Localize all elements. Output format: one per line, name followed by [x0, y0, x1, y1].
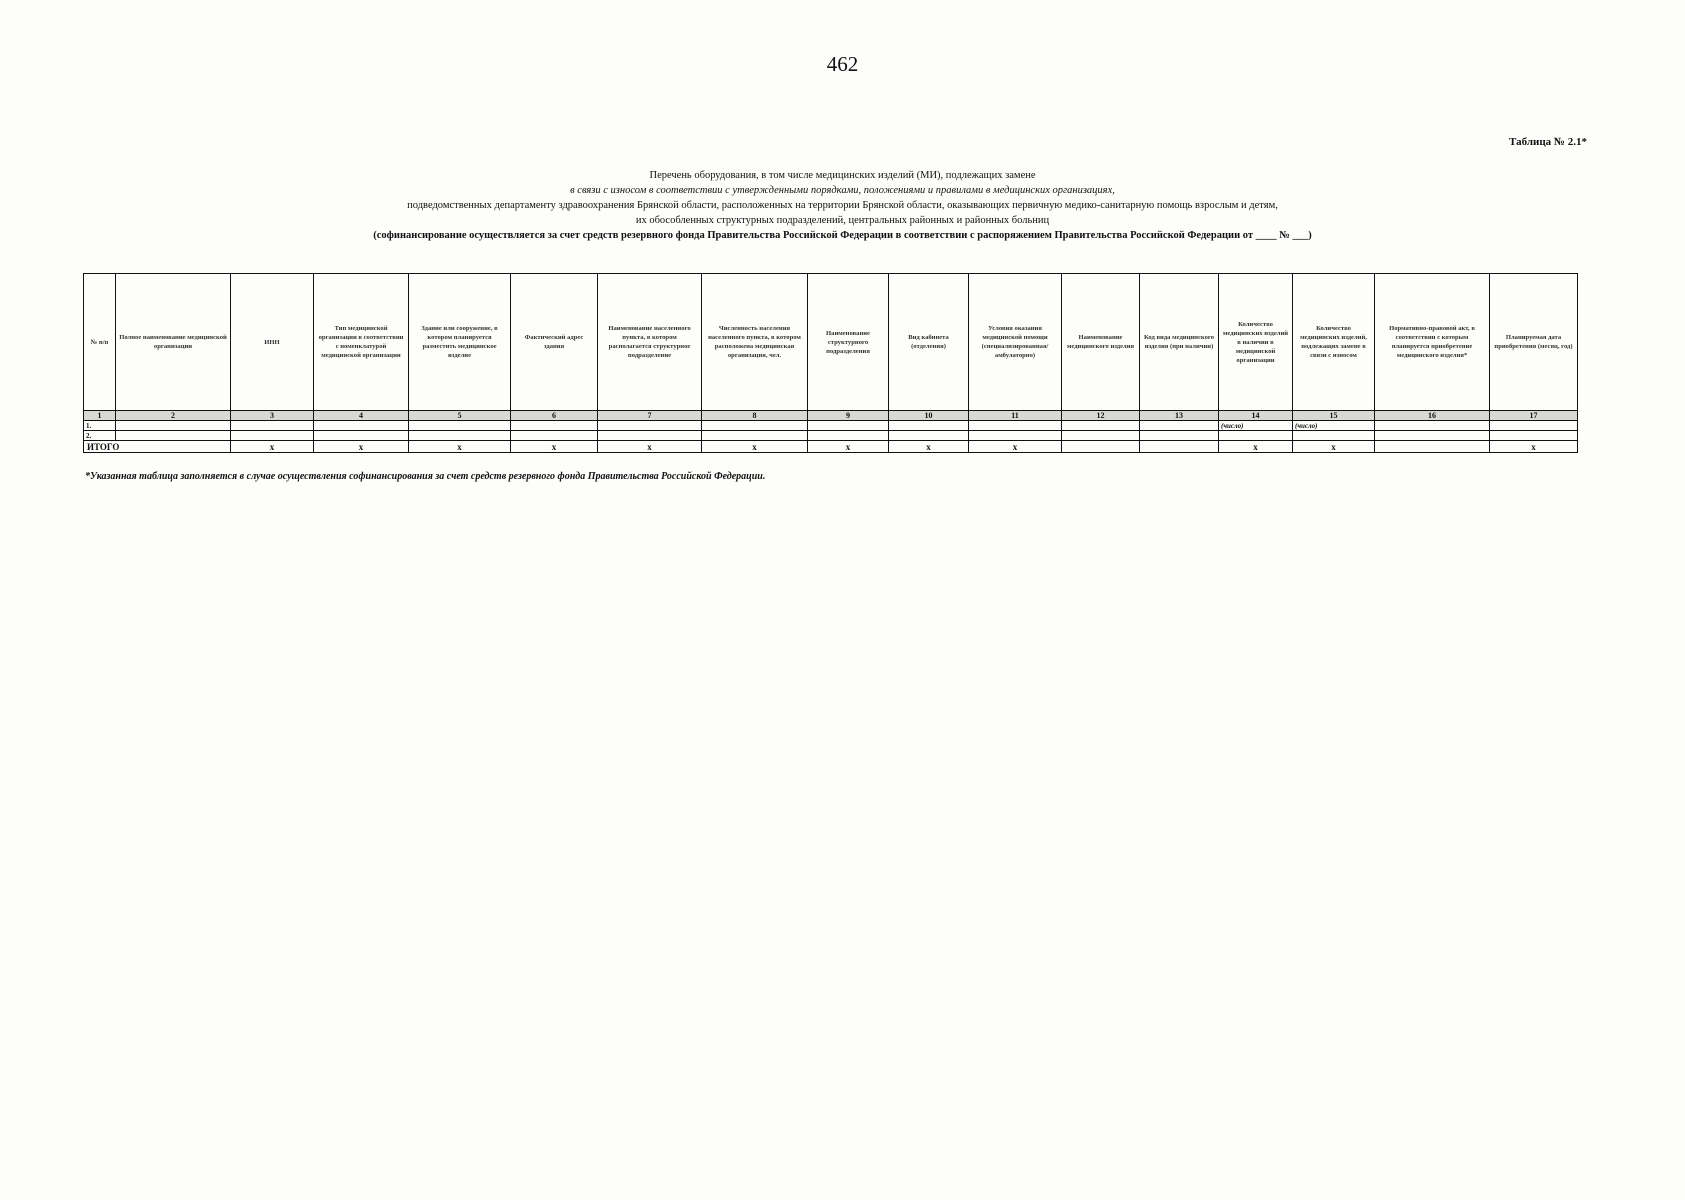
column-number: 2 — [116, 411, 231, 421]
table-cell — [1375, 431, 1490, 441]
page-number: 462 — [826, 52, 859, 76]
header-cell: Фактический адрес здания — [511, 274, 598, 411]
total-cell: x — [409, 441, 511, 453]
total-cell: x — [808, 441, 889, 453]
table-cell — [702, 431, 808, 441]
total-cell: x — [598, 441, 702, 453]
column-number: 5 — [409, 411, 511, 421]
header-cell: Наименование структурного подразделения — [808, 274, 889, 411]
table-row — [84, 431, 1578, 441]
table-cell — [702, 421, 808, 431]
total-cell: x — [231, 441, 314, 453]
table-cell — [409, 431, 511, 441]
total-label: ИТОГО — [84, 441, 231, 453]
column-number: 12 — [1062, 411, 1140, 421]
quantity-hint: (число) — [1219, 421, 1293, 431]
column-number: 4 — [314, 411, 409, 421]
total-cell — [1375, 441, 1490, 453]
header-cell: Планируемая дата приобретения (месяц, год) — [1490, 274, 1578, 411]
total-cell: x — [1490, 441, 1578, 453]
table-cell — [511, 421, 598, 431]
header-cell: Количество медицинских изделий в наличии в медицинской организации — [1219, 274, 1293, 411]
column-number: 7 — [598, 411, 702, 421]
table-cell — [808, 431, 889, 441]
title-line-4: их обособленных структурных подразделений, центральных районных и районных больниц — [635, 215, 1050, 226]
table-cell — [969, 421, 1062, 431]
column-number-row — [84, 411, 1578, 421]
title-line-5: (софинансирование осуществляется за счет средств резервного фонда Правительства Российской Федерации в соответствии с распоряжением Правительства Российской Федерации от ____ № ___) — [373, 230, 1312, 241]
table-cell — [808, 421, 889, 431]
header-cell: Наименование медицинского изделия — [1062, 274, 1140, 411]
title-line-3: подведомственных департаменту здравоохранения Брянской области, расположенных на территории Брянской области, оказывающих первичную медико-санитарную помощь взрослым и детям, — [407, 200, 1278, 211]
document-title — [0, 168, 1685, 243]
header-cell: Условия оказания медицинской помощи (специализированная/амбулаторно) — [969, 274, 1062, 411]
table-cell — [1140, 421, 1219, 431]
table-cell — [1293, 431, 1375, 441]
equipment-table — [83, 273, 1578, 453]
table-cell — [598, 431, 702, 441]
table-cell — [1062, 421, 1140, 431]
table-cell — [1062, 431, 1140, 441]
column-number: 16 — [1375, 411, 1490, 421]
table-cell — [1140, 431, 1219, 441]
column-number: 9 — [808, 411, 889, 421]
total-cell: x — [1219, 441, 1293, 453]
column-number: 3 — [231, 411, 314, 421]
column-number: 15 — [1293, 411, 1375, 421]
total-cell: x — [969, 441, 1062, 453]
table-cell — [116, 421, 231, 431]
header-cell: Код вида медицинского изделия (при наличии) — [1140, 274, 1219, 411]
header-cell: Наименование населенного пункта, в котором располагается структурное подразделение — [598, 274, 702, 411]
header-row — [84, 274, 1578, 411]
table-cell — [889, 421, 969, 431]
total-cell: x — [1293, 441, 1375, 453]
row-number: 2. — [84, 431, 116, 441]
header-cell: Нормативно-правовой акт, в соответствии с которым планируется приобретение медицинского изделия* — [1375, 274, 1490, 411]
footnote: *Указанная таблица заполняется в случае осуществления софинансирования за счет средств резервного фонда Правительства Российской Федерации. — [85, 471, 766, 482]
total-cell — [1062, 441, 1140, 453]
table-cell — [1219, 431, 1293, 441]
total-cell: x — [314, 441, 409, 453]
header-cell: Здание или сооружение, в котором планируется разместить медицинское изделие — [409, 274, 511, 411]
column-number: 11 — [969, 411, 1062, 421]
table-cell — [314, 421, 409, 431]
table-cell — [598, 421, 702, 431]
row-number: 1. — [84, 421, 116, 431]
table-cell — [314, 431, 409, 441]
column-number: 17 — [1490, 411, 1578, 421]
header-cell: Тип медицинской организации в соответствии с номенклатурой медицинской организации — [314, 274, 409, 411]
table-cell — [231, 431, 314, 441]
table-cell — [231, 421, 314, 431]
table-cell — [116, 431, 231, 441]
title-line-1: Перечень оборудования, в том числе медицинских изделий (МИ), подлежащих замене — [649, 170, 1036, 181]
total-row — [84, 441, 1578, 453]
table-cell — [511, 431, 598, 441]
table-cell — [889, 431, 969, 441]
total-cell — [1140, 441, 1219, 453]
table-cell — [409, 421, 511, 431]
header-cell: Полное наименование медицинской организации — [116, 274, 231, 411]
header-cell: Количество медицинских изделий, подлежащих замене в связи с износом — [1293, 274, 1375, 411]
table-row — [84, 421, 1578, 431]
header-cell: № п/п — [84, 274, 116, 411]
quantity-hint: (число) — [1293, 421, 1375, 431]
total-cell: x — [511, 441, 598, 453]
title-line-2: в связи с износом в соответствии с утвержденными порядками, положениями и правилами в медицинских организациях, — [570, 185, 1115, 196]
total-cell: x — [702, 441, 808, 453]
total-cell: x — [889, 441, 969, 453]
header-cell: ИНН — [231, 274, 314, 411]
column-number: 10 — [889, 411, 969, 421]
column-number: 14 — [1219, 411, 1293, 421]
column-number: 8 — [702, 411, 808, 421]
header-cell: Численность населения населенного пункта, в котором расположена медицинская организация, чел. — [702, 274, 808, 411]
column-number: 6 — [511, 411, 598, 421]
table-cell — [969, 431, 1062, 441]
table-cell — [1375, 421, 1490, 431]
column-number: 13 — [1140, 411, 1219, 421]
table-cell — [1490, 421, 1578, 431]
column-number: 1 — [84, 411, 116, 421]
table-label: Таблица № 2.1* — [1509, 136, 1587, 148]
table-cell — [1490, 431, 1578, 441]
header-cell: Вид кабинета (отделения) — [889, 274, 969, 411]
